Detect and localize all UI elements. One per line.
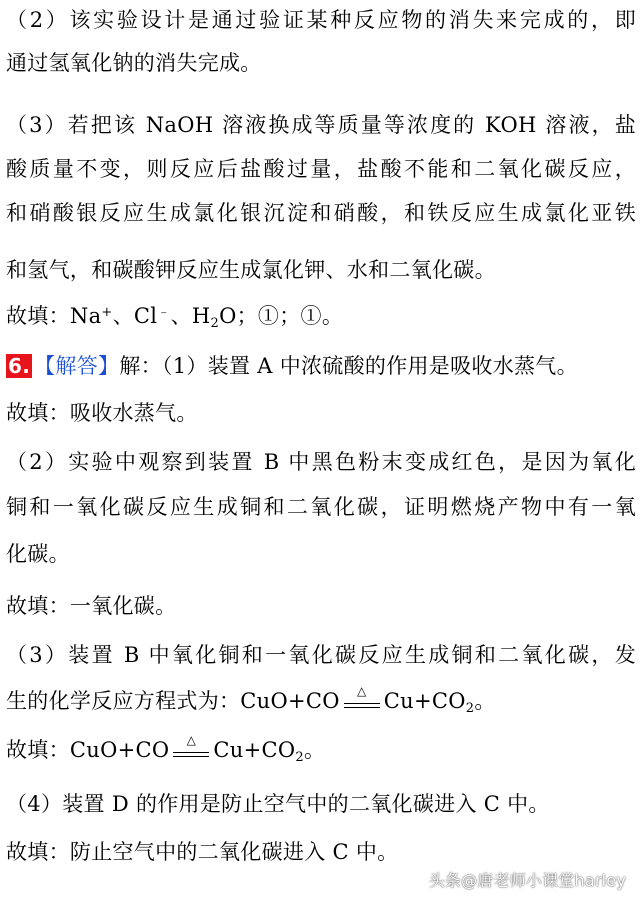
equation-line — [6, 733, 636, 765]
paragraph-line: 化碳。 — [6, 542, 70, 566]
answer-text: 、H — [170, 304, 211, 328]
paragraph-line: （2）该实验设计是通过验证某种反应物的消失来完成的，即 — [6, 8, 636, 32]
subscript: 2 — [465, 701, 475, 716]
heating-condition-icon: △ — [357, 684, 367, 698]
answer-prefix: 故填：Na — [6, 304, 102, 328]
equation-suffix: 。 — [303, 738, 326, 762]
question-number-badge: 6. — [8, 354, 31, 378]
subscript: 2 — [210, 316, 220, 331]
answer-tag: 【解答】 — [34, 354, 120, 378]
paragraph-line: （3）装置 B 中氧化铜和一氧化碳反应生成铜和二氧化碳，发 — [6, 643, 636, 667]
paragraph-line: 酸质量不变，则反应后盐酸过量，盐酸不能和二氧化碳反应， — [6, 157, 636, 181]
paragraph-line: 故填：防止空气中的二氧化碳进入 C 中。 — [6, 840, 399, 864]
superscript: ﹣ — [157, 305, 171, 320]
equation-prefix: 生的化学反应方程式为：CuO+CO — [6, 689, 340, 713]
paragraph-line: 故填：吸收水蒸气。 — [6, 401, 198, 425]
watermark: 头条@唐老师小课堂harley — [428, 871, 626, 890]
solution-heading-line — [6, 352, 636, 380]
paragraph-line: （3）若把该 NaOH 溶液换成等质量等浓度的 KOH 溶液，盐 — [6, 113, 636, 137]
equation-suffix: 。 — [474, 689, 496, 713]
answer-text: 、Cl — [112, 304, 158, 328]
subscript: 2 — [295, 750, 304, 765]
equation-product: Cu+CO — [213, 738, 296, 762]
solution-text: 解：（1）装置 A 中浓硫酸的作用是吸收水蒸气。 — [119, 354, 578, 378]
paragraph-line: （2）实验中观察到装置 B 中黑色粉末变成红色，是因为氧化 — [6, 450, 636, 474]
paragraph-line: 和硝酸银反应生成氯化银沉淀和硝酸，和铁反应生成氯化亚铁 — [6, 201, 636, 225]
paragraph-line: 故填：一氧化碳。 — [6, 594, 177, 618]
answer-text: O；①；①。 — [219, 304, 344, 328]
answer-line-ions — [6, 302, 636, 330]
superscript: + — [101, 305, 113, 320]
equation-product: Cu+CO — [383, 689, 466, 713]
paragraph-line: 和氢气，和碳酸钾反应生成氯化钾、水和二氧化碳。 — [6, 258, 496, 282]
paragraph-line: （4）装置 D 的作用是防止空气中的二氧化碳进入 C 中。 — [6, 792, 550, 816]
equals-sign-with-condition — [169, 733, 213, 759]
heating-condition-icon: △ — [186, 733, 197, 747]
equation-prefix: 故填：CuO+CO — [6, 738, 170, 762]
paragraph-line: 铜和一氧化碳反应生成铜和二氧化碳，证明燃烧产物中有一氧 — [6, 495, 636, 519]
paragraph-line: 通过氢氧化钠的消失完成。 — [6, 51, 262, 75]
equals-sign-with-condition — [340, 684, 384, 710]
equation-line — [6, 684, 636, 716]
